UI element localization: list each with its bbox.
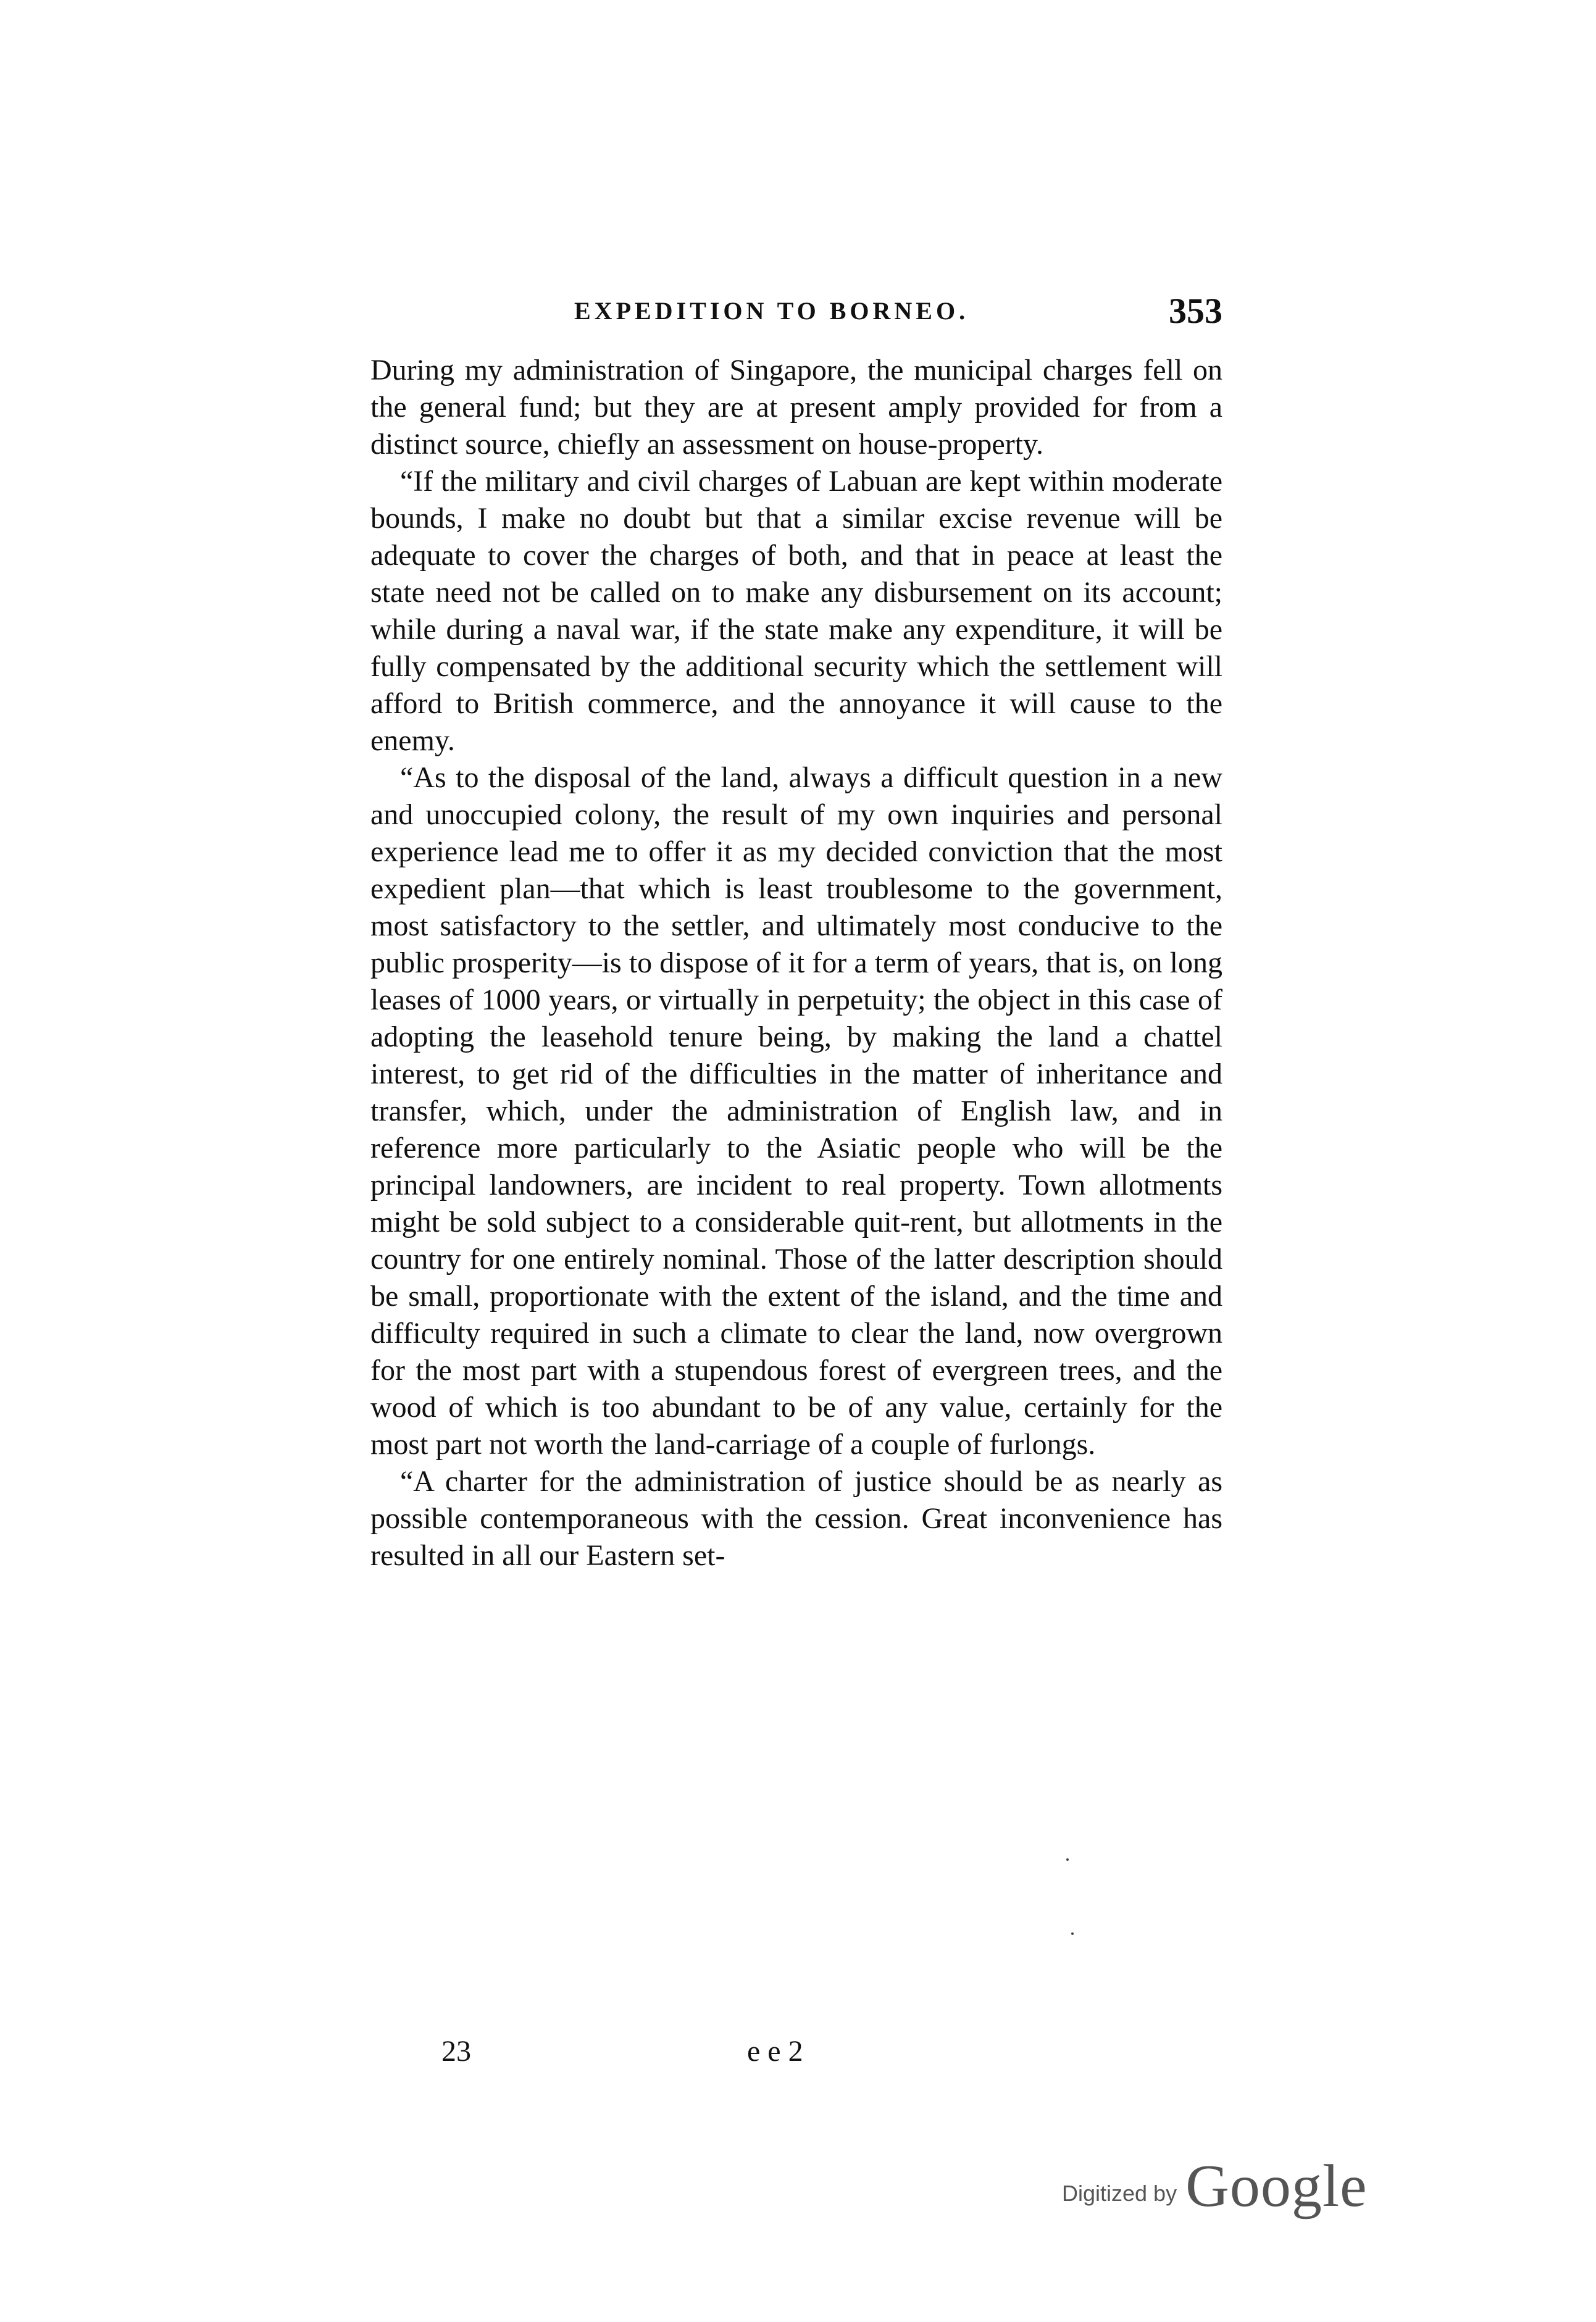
digitized-watermark (1062, 2142, 1408, 2220)
scan-speck (1066, 1858, 1069, 1861)
paragraph-4: “A charter for the administration of justice should be as nearly as possible contemporaneous with the cession. Great inconvenience has resulted in all our Eastern set- (370, 1465, 1222, 1572)
watermark-text: Digitized by (1062, 2181, 1177, 2206)
footer-signatures (441, 2034, 935, 2078)
google-logo: Google (1185, 2153, 1368, 2220)
signature-mark: e e 2 (747, 2035, 803, 2068)
paragraph-1: During my administration of Singapore, the municipal charges fell on the general fund; but they are at present amply provided for from a distinct source, chiefly an assessment on house-property. (370, 354, 1222, 461)
body-text (370, 352, 1222, 1574)
page-header (370, 290, 1222, 333)
running-head: EXPEDITION TO BORNEO. (574, 297, 969, 325)
signature-number: 23 (441, 2035, 471, 2068)
paragraph-3: “As to the disposal of the land, always a difficult question in a new and unoccupied colony, the result of my own inquiries and personal experience lead me to offer it as my decided conviction that the most expedient plan—that which is least troublesome to the government, most satisfactory to the settler, and ultimately most conducive to the public prosperity—is to dispose of it for a term of years, that is, on long leases of 1000 years, or virtually in perpetuity; the object in this case of adopting the leasehold tenure being, by making the land a chattel interest, to get rid of the difficulties in the matter of inheritance and transfer, which, under the administration of English law, and in reference more particularly to the Asiatic people who will be the principal landowners, are incident to real property. Town allotments might be sold subject to a considerable quit-rent, but allotments in the country for one entirely nominal. Those of the latter description should be small, proportionate with the extent of the island, and the time and difficulty required in such a climate to clear the land, now overgrown for the most part with a stupendous forest of evergreen trees, and the wood of which is too abundant to be of any value, certainly for the most part not worth the land-carriage of a couple of furlongs. (370, 761, 1222, 1461)
paragraph-2: “If the military and civil charges of Labuan are kept within moderate bounds, I make no doubt but that a similar excise revenue will be adequate to cover the charges of both, and that in peace at least the state need not be called on to make any disbursement on its account; while during a naval war, if the state make any expenditure, it will be fully compensated by the additional security which the settlement will afford to British commerce, and the annoyance it will cause to the enemy. (370, 465, 1222, 757)
scan-speck (1071, 1932, 1074, 1935)
page-number: 353 (1169, 291, 1222, 331)
